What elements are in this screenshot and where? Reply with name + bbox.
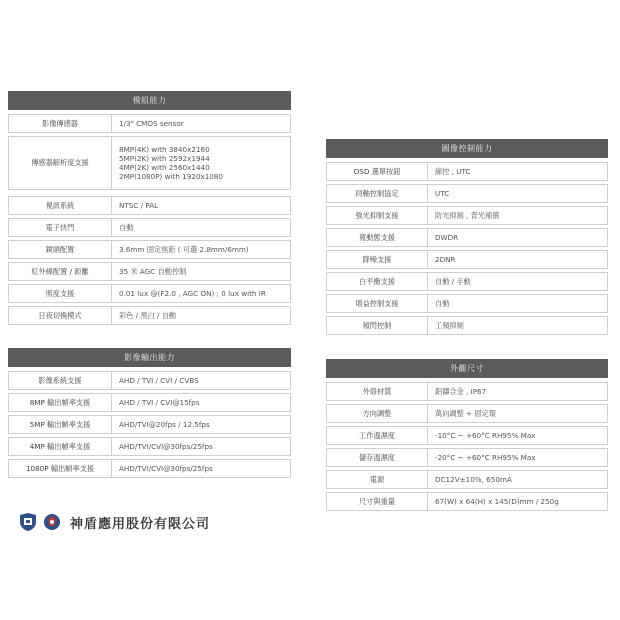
spec-label: 影像傳感器	[9, 115, 112, 132]
spec-label: 頻閃控制	[327, 317, 428, 334]
spec-row-sensor-resolution	[8, 136, 291, 190]
resolution-item: 4MP(2K) with 2560x1440	[119, 163, 210, 172]
spec-row-1080p-framerate	[8, 459, 291, 478]
spec-row-4mp-framerate	[8, 437, 291, 456]
spec-row-8mp-framerate	[8, 393, 291, 412]
spec-row-osd-button	[326, 162, 608, 181]
spec-label: 白平衡支援	[327, 273, 428, 290]
spec-row-electronic-shutter	[8, 218, 291, 237]
spec-value-list	[112, 137, 290, 189]
spec-label: 1080P 輸出幀率支援	[9, 460, 112, 477]
spec-row-power	[326, 470, 608, 489]
spec-label: OSD 選單按鈕	[327, 163, 428, 180]
spec-label: 電源	[327, 471, 428, 488]
spec-value: 1/3" CMOS sensor	[119, 119, 184, 128]
spec-value: 線控 , UTC	[435, 166, 471, 176]
brand-name: 神盾應用股份有限公司	[70, 516, 211, 532]
spec-label: 傳感器解析度支援	[9, 137, 112, 189]
spec-label: 儲存溫濕度	[327, 449, 428, 466]
image-control-header: 圖像控制能力	[326, 139, 608, 158]
spec-row-gain-control	[326, 294, 608, 313]
spec-row-size-weight	[326, 492, 608, 511]
spec-row-video-system	[8, 196, 291, 215]
image-control-panel	[326, 139, 608, 338]
resolution-item: 5MP(2K) with 2592x1944	[119, 153, 210, 163]
spec-value: 萬向調整 + 固定環	[435, 408, 496, 418]
spec-label: 降噪支援	[327, 251, 428, 268]
spec-label: 鏡頭配置	[9, 241, 112, 258]
spec-label: 寬動態支援	[327, 229, 428, 246]
spec-row-video-standards	[8, 371, 291, 390]
spec-row-noise-reduction	[326, 250, 608, 269]
spec-row-flicker-control	[326, 316, 608, 335]
exterior-dimensions-panel	[326, 359, 608, 514]
spec-label: 4MP 輸出幀率支援	[9, 438, 112, 455]
spec-label: 強光抑制支援	[327, 207, 428, 224]
spec-value: 鋁鑄合金 , IP67	[435, 386, 487, 396]
spec-label: 工作溫濕度	[327, 427, 428, 444]
spec-value: NTSC / PAL	[119, 201, 159, 210]
spec-label: 影像系統支援	[9, 372, 112, 389]
spec-value: 3.6mm 固定焦距 ( 可選 2.8mm/6mm)	[119, 244, 249, 254]
spec-label: 5MP 輸出幀率支援	[9, 416, 112, 433]
spec-row-illumination	[8, 284, 291, 303]
spec-value: 工頻抑制	[435, 320, 464, 330]
exterior-dimensions-header: 外觀尺寸	[326, 359, 608, 378]
spec-value: 自動	[119, 222, 134, 232]
spec-value: AHD/TVI/CVI@30fps/25fps	[119, 442, 213, 451]
spec-value: AHD/TVI/CVI@30fps/25fps	[119, 464, 213, 473]
spec-label: 視訊系統	[9, 197, 112, 214]
spec-value: 67(W) x 64(H) x 145(D)mm / 250g	[435, 497, 559, 506]
spec-row-storage-env	[326, 448, 608, 467]
spec-label: 照度支援	[9, 285, 112, 302]
spec-value: 0.01 lux @(F2.0 , AGC ON) ; 0 lux with IR	[119, 289, 266, 298]
spec-label: 外殼材質	[327, 383, 428, 400]
spec-value: 防光抑制 , 背光補償	[435, 210, 500, 220]
spec-value: AHD / TVI / CVI / CVBS	[119, 376, 199, 385]
video-output-panel	[8, 348, 291, 481]
spec-label: 尺寸與重量	[327, 493, 428, 510]
spec-value: 彩色 / 黑白 / 自動	[119, 310, 177, 320]
resolution-item: 8MP(4K) with 3840x2160	[119, 144, 210, 154]
brand-logo	[18, 512, 210, 532]
spec-row-operating-env	[326, 426, 608, 445]
resolution-item: 2MP(1080P) with 1920x1080	[119, 172, 223, 182]
module-capability-header: 模組能力	[8, 91, 291, 110]
spec-row-highlight-suppression	[326, 206, 608, 225]
spec-row-infrared	[8, 262, 291, 281]
spec-value: DWDR	[435, 233, 459, 242]
spec-label: 增益控制支援	[327, 295, 428, 312]
spec-value: 自動	[435, 298, 450, 308]
spec-value: -10°C ~ +60°C RH95% Max	[435, 431, 536, 440]
spec-label: 紅外線配置 / 距離	[9, 263, 112, 280]
spec-row-wdr	[326, 228, 608, 247]
module-capability-panel	[8, 91, 291, 328]
spec-row-day-night	[8, 306, 291, 325]
spec-value: UTC	[435, 189, 450, 198]
spec-value: 自動 / 手動	[435, 276, 471, 286]
spec-row-5mp-framerate	[8, 415, 291, 434]
spec-value: 35 米 AGC 自動控制	[119, 266, 187, 276]
spec-row-housing-material	[326, 382, 608, 401]
spec-label: 方向調整	[327, 405, 428, 422]
spec-row-white-balance	[326, 272, 608, 291]
spec-value: AHD / TVI / CVI@15fps	[119, 398, 200, 407]
spec-row-image-sensor	[8, 114, 291, 133]
spec-label: 電子快門	[9, 219, 112, 236]
spec-value: DC12V±10%, 650mA	[435, 475, 512, 484]
spec-label: 日夜切換模式	[9, 307, 112, 324]
spec-value: AHD/TVI@20fps / 12.5fps	[119, 420, 210, 429]
spec-value: -20°C ~ +60°C RH95% Max	[435, 453, 536, 462]
shield-logo-icon	[18, 512, 64, 532]
spec-row-coaxial-protocol	[326, 184, 608, 203]
spec-value: 2DNR	[435, 255, 456, 264]
spec-row-direction-adjust	[326, 404, 608, 423]
video-output-header: 影像輸出能力	[8, 348, 291, 367]
spec-label: 同軸控制協定	[327, 185, 428, 202]
spec-row-lens	[8, 240, 291, 259]
spec-label: 8MP 輸出幀率支援	[9, 394, 112, 411]
